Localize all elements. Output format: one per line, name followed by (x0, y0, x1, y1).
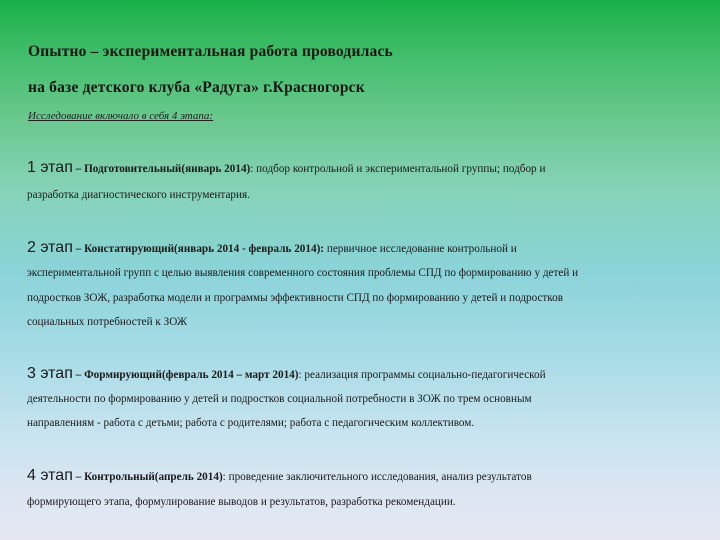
title-line-1: Опытно – экспериментальная работа проводилась (28, 43, 393, 60)
stage-number: 2 этап (27, 239, 73, 256)
intro-text: Исследование включало в себя 4 этапа: (28, 110, 214, 122)
stage-name: Констатирующий(январь 2014 - февраль 2014): (84, 243, 325, 255)
stage-text: деятельности по формированию у детей и подростков социальной потребности в ЗОЖ по трем основным (27, 393, 532, 405)
stage-name: Формирующий(февраль 2014 – март 2014) (84, 369, 299, 381)
stage-text: : проведение заключительного исследования, анализ результатов (222, 471, 532, 483)
stage-dash: – (72, 471, 85, 483)
stage-text: формирующего этапа, формулирование выводов и результатов, разработка рекомендации. (27, 496, 456, 508)
stage-4-heading-line (27, 466, 532, 485)
stage-number: 3 этап (27, 365, 73, 382)
stage-dash: – (72, 163, 85, 175)
stage-text: подростков ЗОЖ, разработка модели и программы эффективности СПД по формированию у детей и подростков (27, 292, 564, 304)
stage-text: экспериментальной групп с целью выявления современного состояния проблемы СПД по формированию у детей и (27, 267, 579, 279)
stage-text: первичное исследование контрольной и (324, 243, 517, 255)
stage-text: разработка диагностического инструментария. (27, 189, 250, 201)
stage-number: 1 этап (27, 159, 73, 176)
stage-text: : подбор контрольной и экспериментальной группы; подбор и (250, 163, 546, 175)
stage-dash: – (72, 369, 85, 381)
stage-name: Контрольный(апрель 2014) (84, 471, 223, 483)
stage-dash: – (72, 243, 85, 255)
stage-text: социальных потребностей к ЗОЖ (27, 316, 188, 328)
stage-2-heading-line (27, 238, 517, 257)
title-line-2: на базе детского клуба «Радуга» г.Красногорск (28, 79, 365, 96)
stage-number: 4 этап (27, 467, 73, 484)
stage-1-heading-line (27, 158, 545, 177)
stage-text: : реализация программы социально-педагогической (298, 369, 546, 381)
stage-text: направлениям - работа с детьми; работа с родителями; работа с педагогическим коллективом. (27, 417, 475, 429)
stage-name: Подготовительный(январь 2014) (84, 163, 251, 175)
stage-3-heading-line (27, 364, 546, 383)
